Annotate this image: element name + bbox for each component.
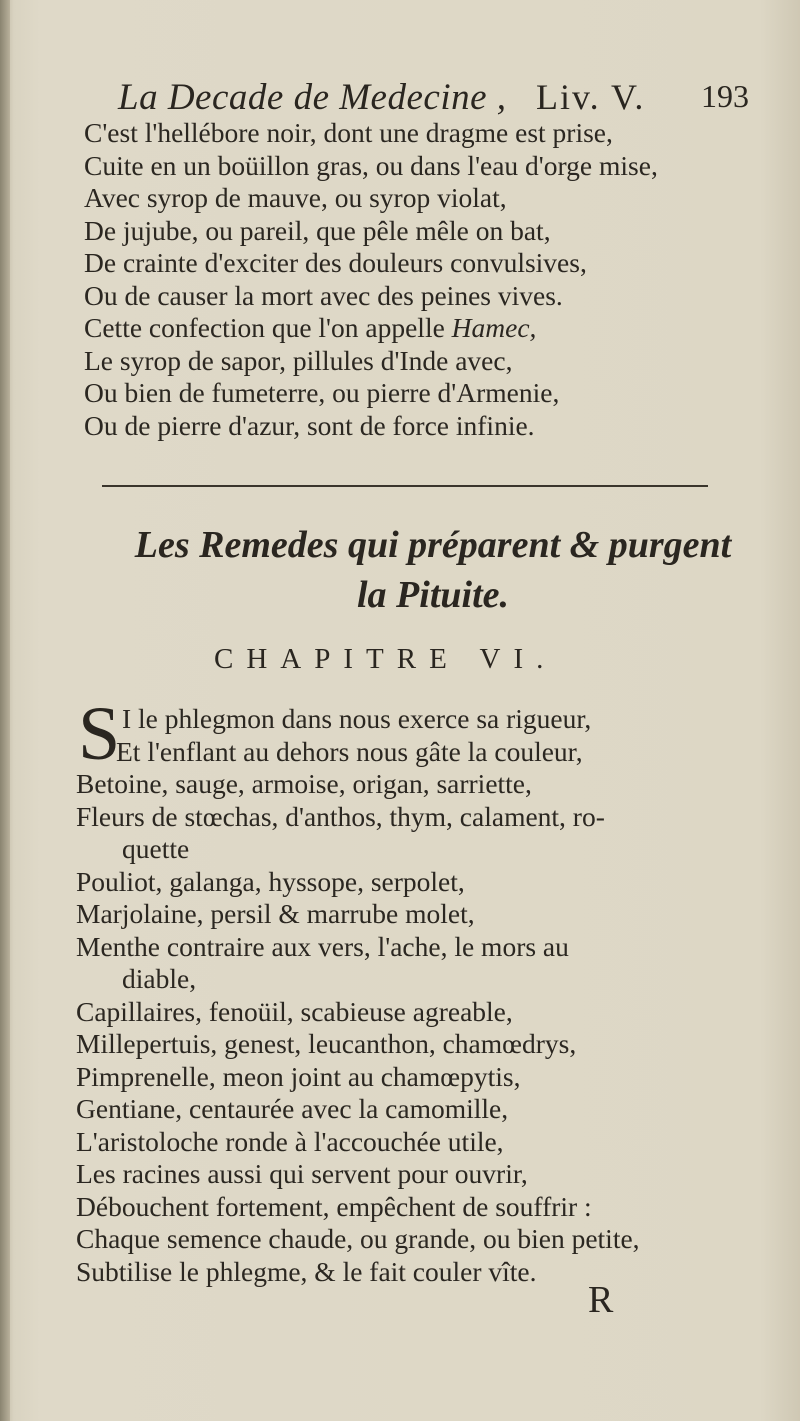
verse-line: Avec syrop de mauve, ou syrop violat, xyxy=(84,182,507,213)
verse-line: Chaque semence chaude, ou grande, ou bien petite, xyxy=(76,1223,640,1254)
verse-line: Pimprenelle, meon joint au chamœpytis, xyxy=(76,1060,521,1092)
verse-line-continuation: quette xyxy=(122,833,190,864)
verse-line: Capillaires, fenoüil, scabieuse agreable, xyxy=(76,995,513,1027)
verse-line: Gentiane, centaurée avec la camomille, xyxy=(76,1093,509,1124)
verse-line: Subtilise le phlegme, & le fait couler vîte. xyxy=(76,1255,537,1287)
verse-line: Fleurs de stœchas, d'anthos, thym, calament, ro- xyxy=(76,800,605,832)
section-title-line1: Les Remedes qui préparent & purgent xyxy=(134,524,732,566)
verse-line: Menthe contraire aux vers, l'ache, le mors au xyxy=(76,930,569,962)
verse-line: Millepertuis, genest, leucanthon, chamœdrys, xyxy=(76,1028,577,1059)
verse-line: Ou bien de fumeterre, ou pierre d'Armenie, xyxy=(84,377,560,408)
verse-line: Les racines aussi qui servent pour ouvrir, xyxy=(76,1158,528,1189)
verse-line: Pouliot, galanga, hyssope, serpolet, xyxy=(76,865,465,897)
verse-line: Betoine, sauge, armoise, origan, sarriette, xyxy=(76,768,532,799)
verse-line: L'aristoloche ronde à l'accouchée utile, xyxy=(76,1125,504,1157)
section-title-line2: la Pituite. xyxy=(357,574,509,616)
book-number: Liv. V. xyxy=(536,77,646,117)
verse-line: I le phlegmon dans nous exerce sa rigueur, xyxy=(122,703,592,734)
verse-line: Ou de pierre d'azur, sont de force infinie. xyxy=(84,409,535,441)
verse-line: Et l'enflant au dehors nous gâte la couleur, xyxy=(116,735,583,767)
verse-line: C'est l'hellébore noir, dont une dragme est prise, xyxy=(84,117,613,148)
verse-line: Ou de causer la mort avec des peines vives. xyxy=(84,279,563,311)
running-title: La Decade de Medecine , xyxy=(118,77,507,118)
verse-line-with-italic xyxy=(84,312,658,345)
verse-line-continuation: diable, xyxy=(122,963,197,994)
italic-word: Hamec, xyxy=(451,312,537,343)
verse-block-bottom xyxy=(76,703,640,1288)
page-number: 193 xyxy=(701,78,749,114)
page-binding-edge xyxy=(0,0,10,1421)
verse-line-text: Cette confection que l'on appelle xyxy=(84,312,445,343)
verse-line: De crainte d'exciter des douleurs convulsives, xyxy=(84,247,587,278)
drop-cap: S xyxy=(78,692,121,776)
verse-line: Débouchent fortement, empêchent de souffrir : xyxy=(76,1190,592,1222)
verse-line: De jujube, ou pareil, que pêle mêle on bat, xyxy=(84,214,551,246)
verse-line: Cuite en un boüillon gras, ou dans l'eau d'orge mise, xyxy=(84,149,658,181)
verse-block-top xyxy=(84,117,658,442)
verse-line: Le syrop de sapor, pillules d'Inde avec, xyxy=(84,344,513,376)
section-divider xyxy=(102,485,708,487)
section-title xyxy=(88,520,778,620)
verse-line: Marjolaine, persil & marrube molet, xyxy=(76,898,475,929)
catchword: R xyxy=(588,1279,614,1321)
chapter-heading: CHAPITRE VI. xyxy=(214,643,557,675)
